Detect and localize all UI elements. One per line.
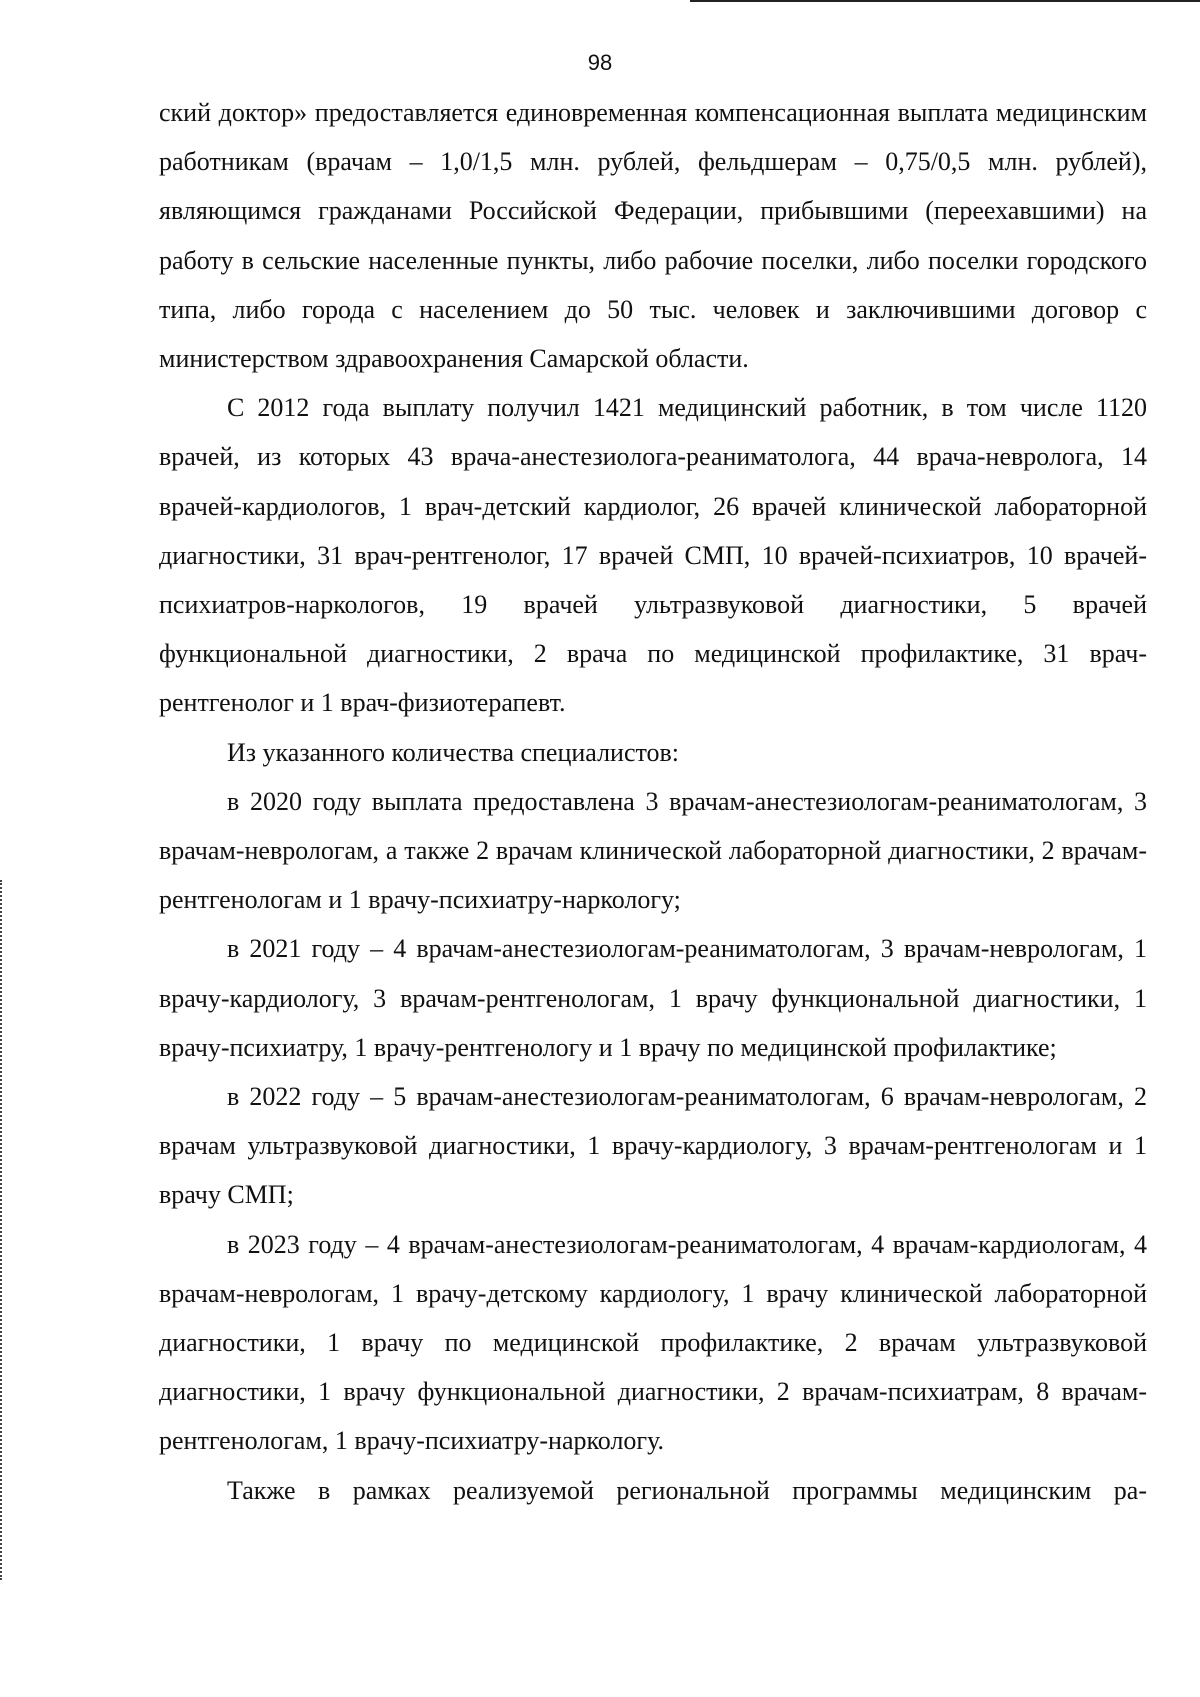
paragraph-year-2022: в 2022 году – 5 врачам-анестезиологам-реаниматологам, 6 врачам-неврологам, 2 врачам ультразвуковой диагностики, 1 врачу-кардиологу, 3 врачам-рентгенологам и 1 врачу СМП; xyxy=(159,1082,1147,1210)
paragraph-year-2023: в 2023 году – 4 врачам-анестезиологам-реаниматологам, 4 врачам-кардиологам, 4 врачам-неврологам, 1 врачу-детскому кардиологу, 1 врачу клинической лабораторной диагностики, 1 врачу по медицинской профилактике, 2 врачам ультразвуковой диагностики, 1 врачу функциональной диагностики, 2 врачам-психиатрам, 8 врачам-рентгенологам, 1 врачу-психиатру-наркологу. xyxy=(159,1229,1147,1456)
scan-edge-left xyxy=(0,880,4,1580)
paragraph-year-2020: в 2020 году выплата предоставлена 3 врачам-анестезиологам-реаниматологам, 3 врачам-неврологам, а также 2 врачам клинической лабораторной диагностики, 2 врачам-рентгенологам и 1 врачу-психиатру-наркологу; xyxy=(159,786,1147,915)
paragraph-payments-since-2012: С 2012 года выплату получил 1421 медицинский работник, в том числе 1120 врачей, из которых 43 врача-анестезиолога-реаниматолога, 44 врача-невролога, 14 врачей-кардиологов, 1 врач-детский кардиолог, 26 врачей клинической лабораторной диагностики, 31 врач-рентгенолог, 17 врачей СМП, 10 врачей-психиатров, 10 врачей-психиатров-наркологов, 19 врачей ультразвуковой диагностики, 5 врачей функциональной диагностики, 2 врача по медицинской профилактике, 31 врач-рентгенолог и 1 врач-физиотерапевт. xyxy=(159,393,1147,718)
paragraph-regional-program: Также в рамках реализуемой региональной программы медицинским ра- xyxy=(227,1475,1147,1505)
scan-edge-top xyxy=(690,0,1200,2)
paragraph-compensation-intro: ский доктор» предоставляется единовременная компенсационная выплата медицинским работникам (врачам – 1,0/1,5 млн. рублей, фельдшерам – 0,75/0,5 млн. рублей), являющимся гражданами Российской Федерации, прибывшими (переехавшими) на работу в сельские населенные пункты, либо рабочие поселки, либо поселки городского типа, либо города с населением до 50 тыс. человек и заключившими договор с министерством здравоохранения Самарской области. xyxy=(159,98,1147,374)
paragraph-year-2021: в 2021 году – 4 врачам-анестезиологам-реаниматологам, 3 врачам-неврологам, 1 врачу-кардиологу, 3 врачам-рентгенологам, 1 врачу функциональной диагностики, 1 врачу-психиатру, 1 врачу-рентгенологу и 1 врачу по медицинской профилактике; xyxy=(159,934,1147,1062)
document-body xyxy=(159,88,1147,1515)
page-number: 98 xyxy=(587,50,613,75)
paragraph-specialists-lead: Из указанного количества специалистов: xyxy=(227,737,680,767)
